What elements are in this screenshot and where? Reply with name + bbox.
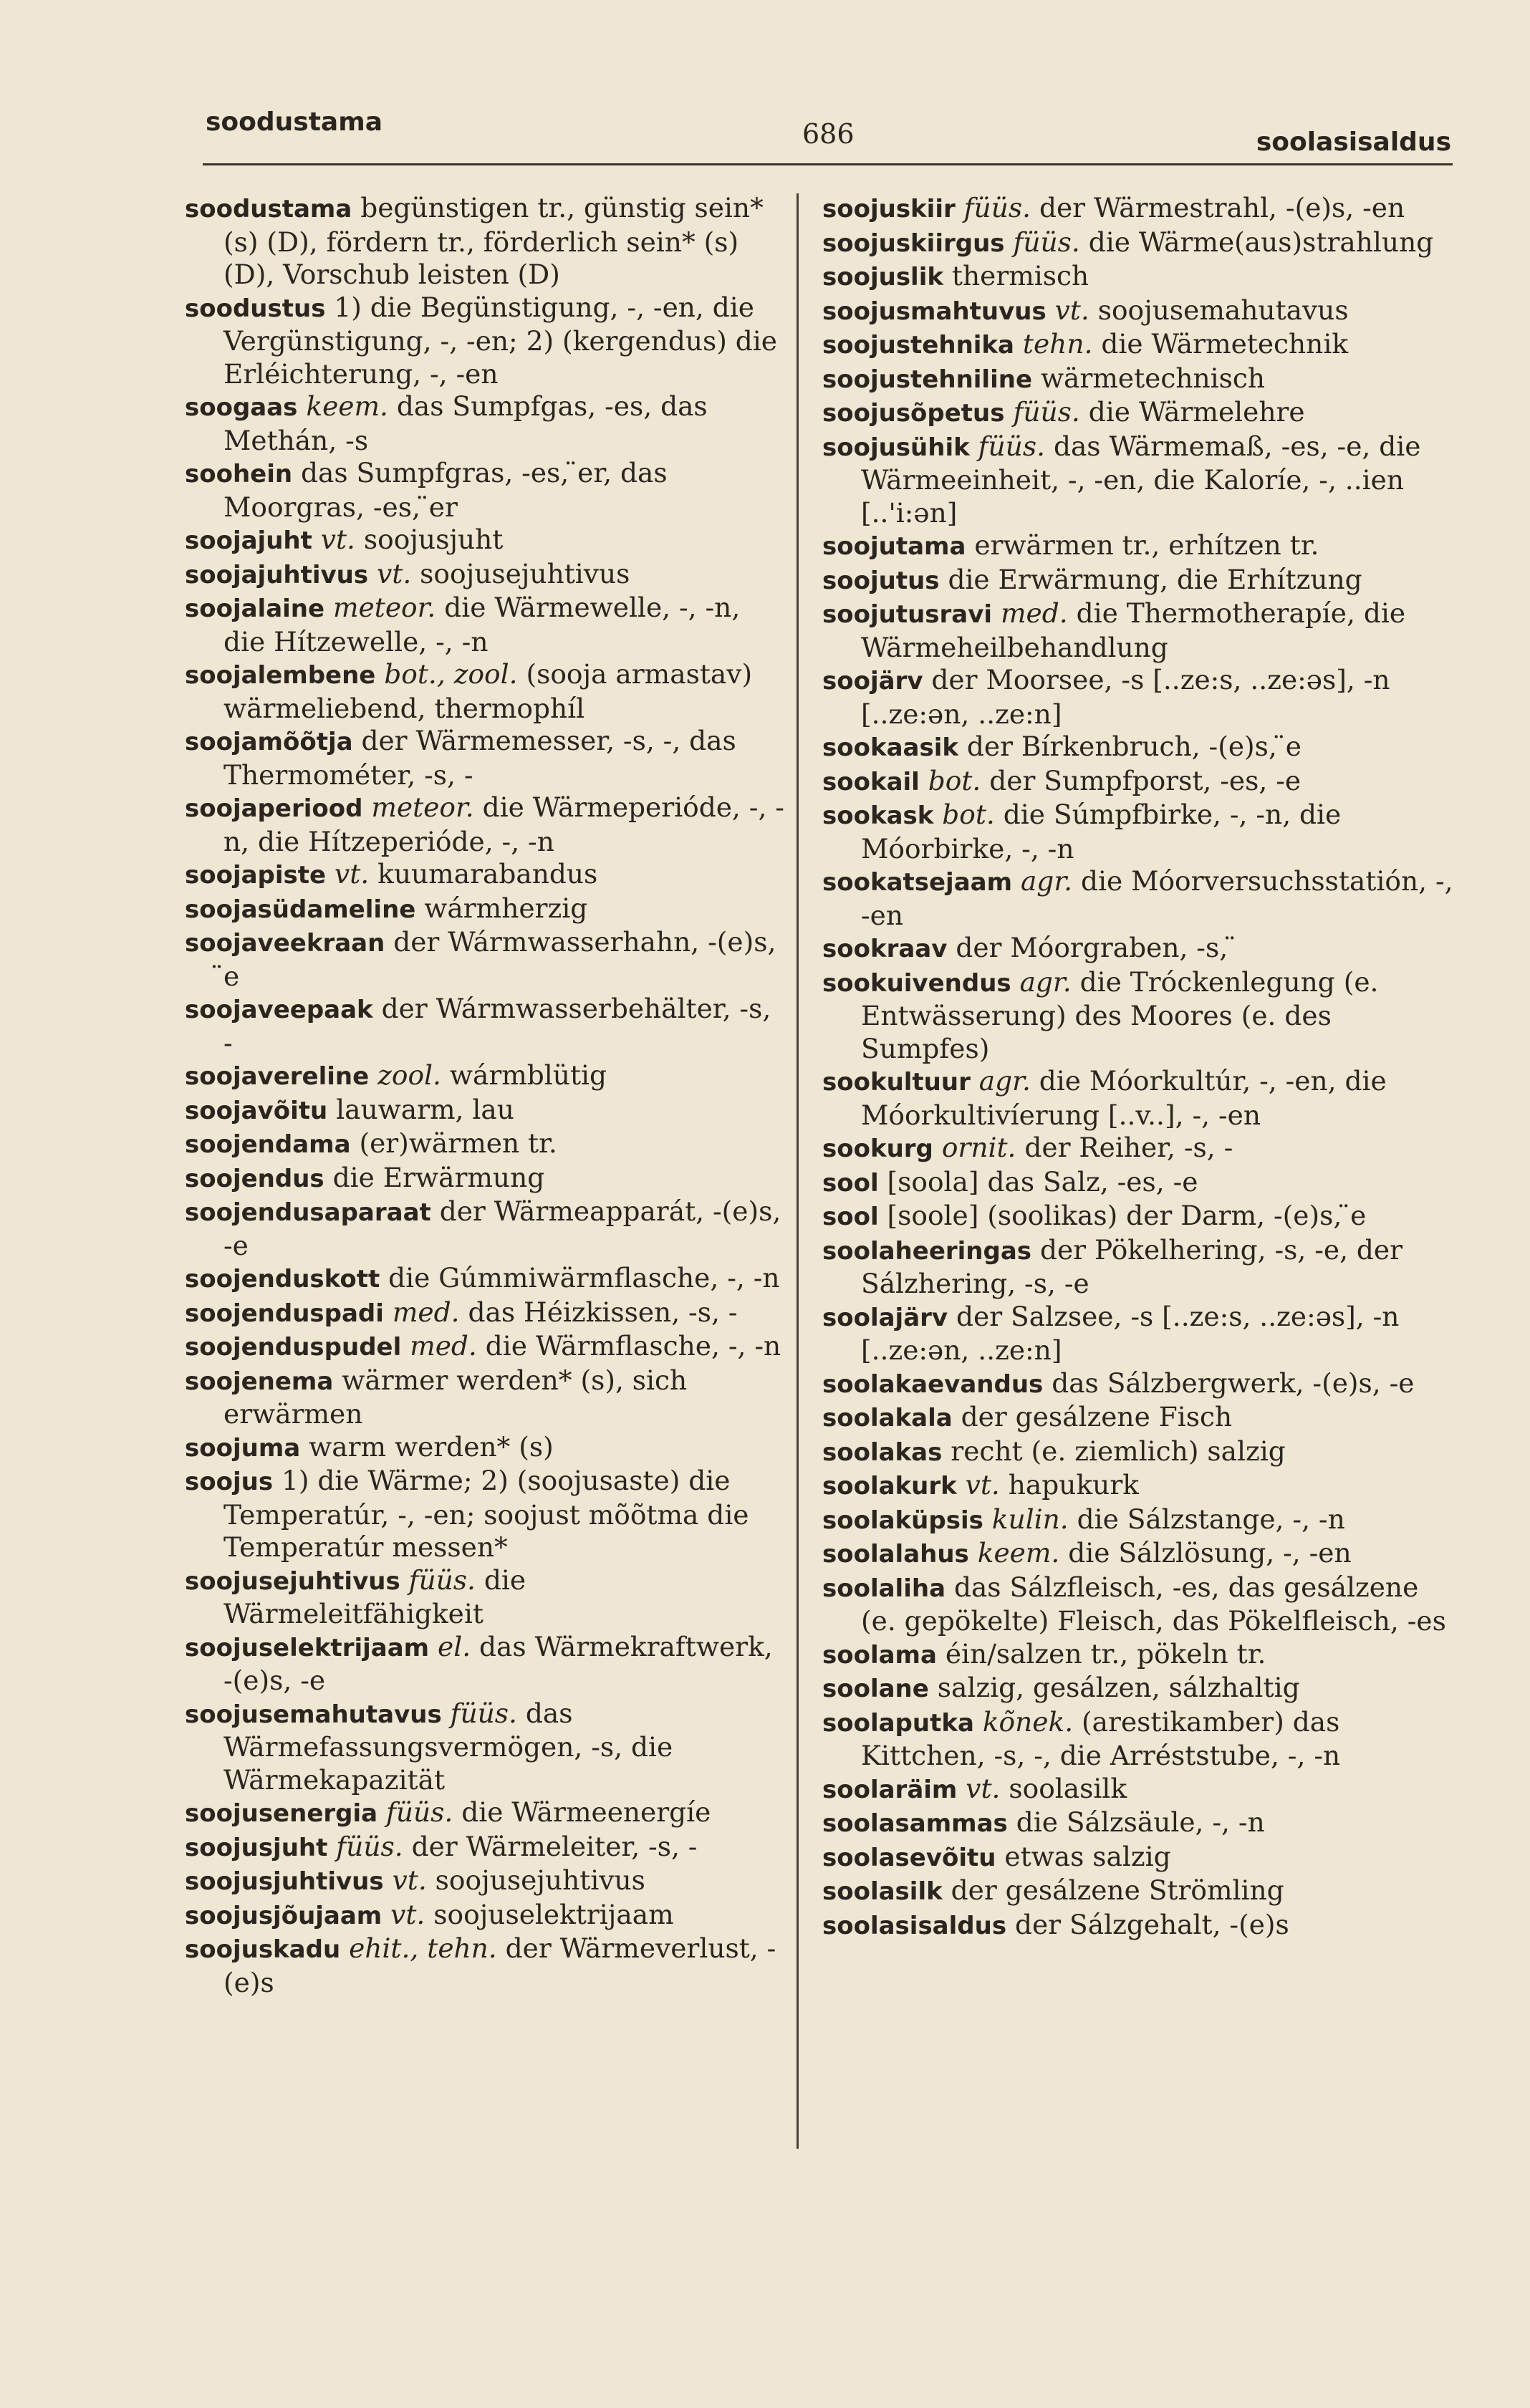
dictionary-entry: [822, 1435, 1460, 1470]
dictionary-entry: [185, 1932, 786, 1999]
dictionary-entry: [185, 292, 786, 391]
entry-definition: das Wärmemaß, -es, -e, die Wärmeeinheit, -, -en, die Kaloríe, -, ..ien [..'i:ən]: [861, 430, 1421, 529]
entry-label: füüs.: [1013, 396, 1080, 428]
entry-headword: soolaheeringas: [822, 1236, 1032, 1266]
entry-definition: wármblütig: [449, 1059, 607, 1091]
entry-headword: soojusenergia: [185, 1799, 378, 1828]
dictionary-entry: [822, 1469, 1460, 1503]
entry-headword: soojuskadu: [185, 1935, 341, 1964]
entry-definition: soojusejuhtivus: [435, 1864, 645, 1896]
entry-headword: soojapiste: [185, 861, 327, 890]
entry-headword: sookatsejaam: [822, 868, 1013, 897]
dictionary-entry: [185, 524, 786, 558]
entry-definition: das Sálzbergwerk, -(e)s, -e: [1052, 1367, 1415, 1399]
entry-label: bot.: [928, 764, 981, 796]
entry-definition: das Wärmekraftwerk, -(e)s, -e: [223, 1630, 773, 1696]
entry-definition: die Wärmeleitfähigkeit: [223, 1564, 526, 1629]
entry-label: agr.: [978, 1065, 1031, 1097]
entry-definition: die Erwärmung: [332, 1161, 545, 1193]
entry-label: bot., zool.: [384, 658, 518, 690]
entry-headword: sookraav: [822, 935, 948, 963]
entry-headword: soojutus: [822, 566, 940, 595]
entry-definition: das Wärmefassungsvermögen, -s, die Wärmekapazität: [223, 1697, 673, 1796]
entry-definition: die Wärmflasche, -, -n: [485, 1330, 781, 1362]
entry-label: vt.: [390, 1898, 425, 1930]
dictionary-entry: [822, 260, 1460, 294]
entry-definition: éin/salzen tr., pökeln tr.: [945, 1637, 1266, 1670]
dictionary-entry: [822, 1874, 1460, 1909]
entry-headword: sookail: [822, 767, 920, 796]
entry-definition: die Móorversuchsstatión, -, -en: [861, 865, 1453, 931]
entry-label: agr.: [1020, 865, 1073, 897]
dictionary-entry: [822, 1065, 1460, 1132]
dictionary-entry: [185, 592, 786, 658]
entry-definition: die Sálzlösung, -, -en: [1068, 1537, 1352, 1569]
entry-headword: soojusemahutavus: [185, 1700, 442, 1729]
entry-headword: soojuslik: [822, 263, 943, 292]
dictionary-entry: [822, 1503, 1460, 1538]
dictionary-entry: [185, 926, 786, 993]
entry-definition: wármherzig: [424, 892, 588, 924]
dictionary-entry: [822, 1841, 1460, 1875]
entry-label: kulin.: [991, 1503, 1069, 1535]
entry-headword: soojenduskott: [185, 1265, 380, 1294]
dictionary-entry: [185, 791, 786, 858]
entry-headword: soolaliha: [822, 1574, 946, 1603]
entry-headword: sool: [822, 1203, 879, 1231]
right-column: [822, 192, 1460, 1942]
entry-definition: die Wärmelehre: [1088, 396, 1305, 428]
entry-headword: soojenduspudel: [185, 1333, 402, 1362]
dictionary-entry: [822, 529, 1460, 564]
dictionary-entry: [185, 1899, 786, 1933]
dictionary-entry: [822, 865, 1460, 932]
dictionary-entry: [185, 1796, 786, 1831]
entry-headword: soogaas: [185, 393, 298, 422]
entry-definition: soolasilk: [1009, 1772, 1127, 1804]
dictionary-entry: [822, 1806, 1460, 1841]
entry-definition: das Héizkissen, -s, -: [468, 1296, 738, 1328]
dictionary-entry: [822, 1132, 1460, 1166]
entry-headword: soolaräim: [822, 1775, 958, 1804]
entry-label: vt.: [965, 1469, 1000, 1501]
dictionary-entry: [822, 1401, 1460, 1435]
entry-headword: soojutama: [822, 532, 966, 561]
entry-label: zool.: [377, 1059, 441, 1091]
entry-headword: soojustehniline: [822, 365, 1033, 394]
entry-definition: erwärmen tr., erhítzen tr.: [974, 529, 1319, 561]
entry-definition: die Erwärmung, die Erhítzung: [948, 563, 1362, 595]
entry-label: füüs.: [450, 1697, 517, 1729]
dictionary-entry: [822, 1773, 1460, 1807]
entry-label: vt.: [335, 858, 370, 890]
entry-definition: recht (e. ziemlich) salzig: [951, 1435, 1286, 1467]
dictionary-entry: [185, 457, 786, 524]
entry-headword: soojärv: [822, 667, 923, 695]
dictionary-entry: [822, 597, 1460, 664]
entry-definition: kuumarabandus: [377, 858, 598, 890]
entry-label: füüs.: [963, 192, 1031, 223]
entry-label: agr.: [1019, 965, 1072, 998]
entry-headword: soojusjuhtivus: [185, 1867, 384, 1896]
entry-headword: soojaveekraan: [185, 929, 385, 958]
dictionary-entry: [822, 192, 1460, 226]
entry-label: med.: [392, 1296, 460, 1328]
dictionary-entry: [185, 658, 786, 725]
dictionary-entry: [822, 664, 1460, 731]
dictionary-entry: [185, 1262, 786, 1296]
entry-definition: (er)wärmen tr.: [359, 1127, 557, 1159]
entry-headword: soolaküpsis: [822, 1506, 983, 1535]
entry-headword: soolajärv: [822, 1303, 948, 1332]
dictionary-entry: [822, 362, 1460, 397]
entry-headword: soohein: [185, 460, 293, 488]
entry-label: füüs.: [1013, 226, 1080, 258]
entry-headword: sookuivendus: [822, 968, 1011, 998]
entry-headword: soolama: [822, 1640, 937, 1670]
entry-label: vt.: [320, 524, 355, 555]
dictionary-entry: [185, 1162, 786, 1196]
entry-definition: wärmetechnisch: [1040, 362, 1266, 394]
dictionary-entry: [185, 1127, 786, 1162]
dictionary-entry: [185, 1330, 786, 1364]
entry-label: bot.: [942, 799, 995, 830]
entry-label: füüs.: [408, 1564, 476, 1596]
entry-label: kõnek.: [982, 1705, 1074, 1738]
entry-definition: die Wärme(aus)strahlung: [1088, 226, 1434, 258]
entry-headword: soojusejuhtivus: [185, 1566, 400, 1596]
dictionary-entry: [822, 1672, 1460, 1706]
dictionary-entry: [822, 1638, 1460, 1672]
entry-definition: der gesálzene Strömling: [951, 1874, 1284, 1906]
entry-headword: soolasammas: [822, 1809, 1008, 1838]
entry-definition: die Thermotherapíe, die Wärmeheilbehandlung: [861, 597, 1406, 663]
entry-definition: etwas salzig: [1004, 1840, 1171, 1872]
entry-headword: soojendama: [185, 1130, 351, 1159]
entry-definition: der Wärmemesser, -s, -, das Thermométer, -s, -: [223, 725, 736, 791]
entry-definition: die Wärmetechnik: [1101, 328, 1349, 360]
entry-definition: der Moorsee, -s [..ze:s, ..ze:əs], -n [..ze:ən, ..ze:n]: [861, 664, 1390, 730]
entry-headword: soojusõpetus: [822, 399, 1005, 428]
entry-definition: der Wärmeleiter, -s, -: [411, 1830, 698, 1862]
entry-headword: soojendusaparaat: [185, 1198, 431, 1227]
dictionary-entry: [822, 799, 1460, 865]
entry-label: vt.: [966, 1772, 1001, 1804]
entry-label: füüs.: [978, 430, 1046, 462]
entry-headword: soodustama: [185, 195, 352, 223]
entry-headword: soojalembene: [185, 661, 376, 690]
entry-definition: soojusemahutavus: [1097, 294, 1349, 326]
column-separator: [797, 193, 799, 2149]
dictionary-entry: [822, 966, 1460, 1066]
entry-headword: soojusmahtuvus: [822, 297, 1047, 326]
entry-headword: soojajuht: [185, 526, 312, 555]
entry-definition: die Wärmewelle, -, -n, die Hítzewelle, -, -n: [223, 592, 741, 658]
dictionary-entry: [185, 390, 786, 457]
entry-headword: soojendus: [185, 1164, 324, 1193]
entry-headword: soojusjuht: [185, 1833, 328, 1862]
entry-definition: (arestikamber) das Kittchen, -s, -, die Arréststube, -, -n: [861, 1705, 1341, 1771]
entry-headword: soojamõõtja: [185, 728, 353, 756]
dictionary-entry: [185, 1094, 786, 1128]
entry-definition: die Sálzstange, -, -n: [1077, 1503, 1345, 1535]
running-head-right: soolasisaldus: [1256, 127, 1451, 157]
entry-headword: soojuma: [185, 1433, 301, 1463]
dictionary-entry: [185, 892, 786, 927]
entry-headword: soojus: [185, 1468, 274, 1496]
entry-definition: der gesálzene Fisch: [961, 1401, 1233, 1432]
entry-definition: der Wármwasserhahn, -(e)s, ̈e: [223, 926, 776, 992]
dictionary-entry: [822, 932, 1460, 966]
entry-definition: die Wärmeperióde, -, -n, die Hítzeperióde, -, -n: [223, 791, 784, 857]
dictionary-entry: [822, 1166, 1460, 1200]
dictionary-entry: [185, 558, 786, 592]
entry-headword: soolane: [822, 1675, 929, 1703]
dictionary-entry: [822, 1234, 1460, 1301]
entry-definition: das Sumpfgras, -es, ̈er, das Moorgras, -es, ̈er: [223, 457, 668, 523]
entry-headword: soolalahus: [822, 1540, 969, 1569]
entry-definition: thermisch: [951, 260, 1089, 292]
entry-definition: der Wärmeapparát, -(e)s, -e: [223, 1195, 781, 1261]
entry-headword: sool: [822, 1168, 879, 1198]
dictionary-entry: [822, 1909, 1460, 1943]
dictionary-entry: [822, 765, 1460, 799]
entry-definition: der Pökelhering, -s, -e, der Sálzhering, -s, -e: [861, 1233, 1403, 1299]
entry-headword: sookultuur: [822, 1068, 971, 1097]
dictionary-entry: [185, 1631, 786, 1697]
entry-definition: [soole] (soolikas) der Darm, -(e)s, ̈e: [887, 1200, 1367, 1231]
entry-definition: die Sálzsäule, -, -n: [1016, 1806, 1265, 1838]
entry-definition: der Reiher, -s, -: [1024, 1132, 1233, 1163]
dictionary-entry: [185, 192, 786, 292]
dictionary-entry: [822, 396, 1460, 430]
entry-label: tehn.: [1022, 328, 1093, 360]
dictionary-entry: [822, 430, 1460, 530]
entry-headword: sookurg: [822, 1135, 933, 1163]
entry-label: füüs.: [336, 1830, 403, 1862]
entry-definition: salzig, gesálzen, sálzhaltig: [937, 1672, 1300, 1703]
entry-label: el.: [438, 1630, 471, 1662]
dictionary-entry: [185, 1831, 786, 1865]
left-column: [185, 192, 786, 1999]
dictionary-entry: [185, 1364, 786, 1431]
entry-headword: soojuskiir: [822, 195, 956, 223]
dictionary-entry: [822, 1571, 1460, 1638]
entry-headword: soojaperiood: [185, 794, 363, 823]
dictionary-entry: [822, 328, 1460, 362]
dictionary-entry: [185, 1431, 786, 1465]
entry-headword: soolasilk: [822, 1877, 943, 1906]
entry-headword: soojuskiirgus: [822, 228, 1005, 258]
page-number: 686: [802, 118, 855, 150]
entry-headword: soojusühik: [822, 433, 970, 462]
entry-headword: soojenduspadi: [185, 1299, 384, 1328]
entry-definition: soojusjuht: [363, 524, 504, 555]
entry-headword: sookask: [822, 801, 934, 830]
dictionary-entry: [822, 1301, 1460, 1367]
dictionary-entry: [822, 564, 1460, 598]
entry-headword: soojaveepaak: [185, 996, 373, 1024]
dictionary-entry: [185, 1195, 786, 1262]
entry-definition: [soola] das Salz, -es, -e: [887, 1165, 1198, 1198]
entry-definition: hapukurk: [1008, 1469, 1139, 1501]
entry-headword: soolakaevandus: [822, 1369, 1044, 1399]
entry-definition: die Tróckenlegung (e. Entwässerung) des Moores (e. des Sumpfes): [861, 965, 1379, 1064]
entry-definition: das Sumpfgas, -es, das Methán, -s: [223, 390, 708, 456]
dictionary-entry: [822, 1537, 1460, 1571]
entry-definition: (sooja armastav) wärmeliebend, thermophíl: [223, 658, 753, 724]
entry-headword: soojasüdameline: [185, 895, 416, 924]
entry-headword: sookaasik: [822, 733, 958, 762]
entry-definition: die Wärmeenergíe: [461, 1796, 711, 1828]
entry-headword: soojalaine: [185, 594, 325, 623]
entry-definition: soojusejuhtivus: [420, 557, 630, 589]
entry-headword: soojustehnika: [822, 331, 1014, 360]
dictionary-entry: [185, 1059, 786, 1094]
entry-headword: soolakurk: [822, 1472, 957, 1501]
entry-definition: 1) die Begünstigung, -, -en, die Vergünstigung, -, -en; 2) (kergendus) die Erléichterung, -, -en: [223, 291, 777, 390]
entry-label: ehit., tehn.: [349, 1932, 497, 1964]
entry-label: meteor.: [371, 791, 474, 823]
dictionary-entry: [822, 731, 1460, 765]
dictionary-entry: [822, 1200, 1460, 1234]
entry-definition: der Sálzgehalt, -(e)s: [1014, 1908, 1289, 1940]
entry-label: vt.: [1054, 294, 1089, 326]
entry-headword: soojuselektrijaam: [185, 1633, 430, 1662]
entry-headword: soolasevõitu: [822, 1843, 996, 1872]
dictionary-entry: [185, 1697, 786, 1797]
entry-headword: soojutusravi: [822, 600, 993, 629]
entry-definition: wärmer werden* (s), sich erwärmen: [223, 1364, 688, 1430]
dictionary-entry: [185, 1564, 786, 1631]
entry-definition: der Salzsee, -s [..ze:s, ..ze:əs], -n [..ze:ən, ..ze:n]: [861, 1300, 1400, 1366]
entry-definition: der Wärmeverlust, -(e)s: [223, 1932, 776, 1998]
entry-definition: die Móorkultúr, -, -en, die Móorkultivíerung [..v..], -, -en: [861, 1065, 1387, 1131]
entry-definition: soojuselektrijaam: [433, 1898, 674, 1930]
entry-headword: soolakas: [822, 1437, 943, 1467]
entry-headword: soojavereline: [185, 1062, 370, 1091]
entry-headword: soojusjõujaam: [185, 1901, 382, 1930]
entry-definition: warm werden* (s): [309, 1430, 554, 1463]
entry-definition: der Bírkenbruch, -(e)s, ̈e: [966, 731, 1302, 762]
dictionary-entry: [822, 294, 1460, 329]
dictionary-entry: [185, 858, 786, 892]
entry-definition: die Súmpfbirke, -, -n, die Móorbirke, -, -n: [861, 799, 1342, 865]
entry-definition: 1) die Wärme; 2) (soojusaste) die Temperatúr, -, -en; soojust mõõtma die Temperatúr messen*: [223, 1465, 749, 1563]
dictionary-entry: [185, 725, 786, 791]
entry-label: keem.: [306, 390, 388, 422]
entry-definition: der Wármwasserbehälter, -s, -: [223, 993, 771, 1059]
entry-headword: soojajuhtivus: [185, 560, 369, 589]
entry-definition: lauwarm, lau: [336, 1093, 514, 1125]
entry-definition: die Gúmmiwärmflasche, -, -n: [388, 1262, 780, 1294]
entry-headword: soolasisaldus: [822, 1911, 1007, 1940]
dictionary-entry: [185, 1296, 786, 1331]
entry-label: ornit.: [941, 1132, 1016, 1163]
entry-label: meteor.: [333, 592, 436, 623]
entry-label: med.: [410, 1330, 477, 1362]
dictionary-entry: [185, 993, 786, 1059]
dictionary-entry: [822, 1706, 1460, 1773]
dictionary-entry: [185, 1465, 786, 1564]
dictionary-entry: [822, 226, 1460, 261]
entry-label: med.: [1000, 597, 1068, 629]
entry-headword: soojavõitu: [185, 1096, 328, 1125]
entry-headword: soolakala: [822, 1404, 953, 1432]
entry-definition: das Sálzfleisch, -es, das gesálzene (e. gepökelte) Fleisch, das Pökelfleisch, -es: [861, 1571, 1446, 1637]
entry-label: füüs.: [386, 1796, 453, 1828]
entry-label: vt.: [392, 1864, 427, 1896]
entry-definition: der Móorgraben, -s, ̈: [956, 932, 1237, 963]
entry-headword: soodustus: [185, 294, 326, 323]
header-rule: [203, 163, 1453, 165]
entry-definition: der Sumpfporst, -es, -e: [989, 764, 1302, 796]
entry-definition: begünstigen tr., günstig sein* (s) (D), fördern tr., förderlich sein* (s) (D), Vorschub leisten (D): [223, 192, 764, 290]
entry-label: vt.: [377, 557, 412, 589]
running-head-left: soodustama: [206, 107, 383, 137]
entry-label: keem.: [977, 1537, 1060, 1569]
entry-headword: soojenema: [185, 1367, 334, 1396]
dictionary-entry: [185, 1864, 786, 1899]
dictionary-entry: [822, 1367, 1460, 1402]
entry-definition: der Wärmestrahl, -(e)s, -en: [1039, 192, 1405, 223]
entry-headword: soolaputka: [822, 1708, 974, 1738]
